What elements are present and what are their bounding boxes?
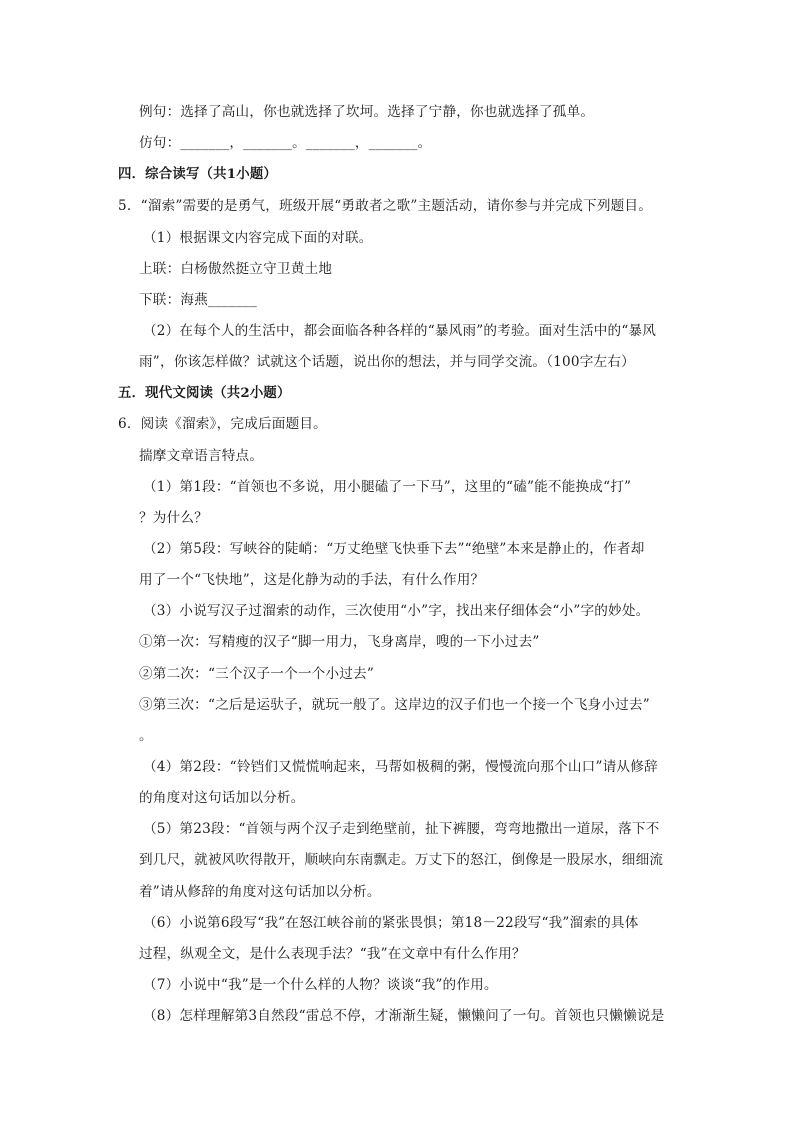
q5-sub-2-cont: 雨”，你该怎样做？试就这个话题，说出你的想法，并与同学交流。（100字左右） <box>139 354 635 370</box>
q6-sub-5: （5）第23段：“首领与两个汉子走到绝壁前，扯下裤腰，弯弯地撒出一道尿，落下不 <box>143 821 660 837</box>
section-heading-4: 四．综合读写（共1小题） <box>118 166 278 182</box>
q6-sub-5-cont-1: 到几尺，就被风吹得散开，顺峡向东南飘走。万丈下的怒江，倒像是一股尿水，细细流 <box>139 852 664 868</box>
q6-sub-4-cont: 的角度对这句话加以分析。 <box>139 790 305 806</box>
example-sentence: 例句：选择了高山，你也就选择了坎坷。选择了宁静，你也就选择了孤单。 <box>139 104 595 120</box>
section-heading-5: 五．现代文阅读（共2小题） <box>118 385 291 401</box>
couplet-upper: 上联：白杨傲然挺立守卫黄土地 <box>139 261 333 277</box>
q6-sub-1-cont: ？为什么？ <box>139 510 208 526</box>
q6-sub-6: （6）小说第6段写“我”在怒江峡谷前的紧张畏惧；第18－22段写“我”溜索的具体 <box>143 915 639 931</box>
q6-sub-3-second: ②第二次：“三个汉子一个一个小过去” <box>139 666 374 682</box>
q6-sub-3-third-cont: 。 <box>139 728 153 744</box>
q6-sub-4: （4）第2段：“铃铛们又慌慌响起来，马帮如极稠的粥，慢慢流向那个山口”请从修辞 <box>143 759 658 775</box>
q5-sub-2: （2）在每个人的生活中，都会面临各种各样的“暴风雨”的考验。面对生活中的“暴风 <box>143 323 657 339</box>
q6-sub-5-cont-2: 着”请从修辞的角度对这句话加以分析。 <box>139 884 381 900</box>
q6-sub-3-third: ③第三次：“之后是运驮子，就玩一般了。这岸边的汉子们也一个接一个飞身小过去” <box>139 697 650 713</box>
imitation-blank: 仿句：_______，_______。_______，_______。 <box>139 135 432 151</box>
q6-sub-6-cont: 过程，纵观全文，是什么表现手法？“我”在文章中有什么作用？ <box>139 946 526 962</box>
q6-sub-2: （2）第5段：写峡谷的陡峭：“万丈绝壁飞快垂下去”“绝壁”本来是静止的，作者却 <box>143 541 645 557</box>
q6-sub-3-first: ①第一次：写精瘦的汉子“脚一用力，飞身离岸，嗖的一下小过去” <box>139 634 540 650</box>
q6-sub-7: （7）小说中“我”是一个什么样的人物？谈谈“我”的作用。 <box>143 977 498 993</box>
q6-intro: 揣摩文章语言特点。 <box>139 448 264 464</box>
question-5: 5．“溜索”需要的是勇气，班级开展“勇敢者之歌”主题活动，请你参与并完成下列题目。 <box>118 198 653 214</box>
couplet-lower: 下联：海燕_______ <box>139 292 257 308</box>
q6-sub-8: （8）怎样理解第3自然段“雷总不停，才渐渐生疑，懒懒问了一句。首领也只懒懒说是 <box>143 1008 665 1024</box>
q5-sub-1: （1）根据课文内容完成下面的对联。 <box>143 230 373 246</box>
q6-sub-2-cont: 用了一个“飞快地”，这是化静为动的手法，有什么作用？ <box>139 572 485 588</box>
question-6: 6．阅读《溜索》，完成后面题目。 <box>118 416 327 432</box>
q6-sub-1: （1）第1段：“首领也不多说，用小腿磕了一下马”，这里的“磕”能不能换成“打” <box>143 479 632 495</box>
q6-sub-3: （3）小说写汉子过溜索的动作，三次使用“小”字，找出来仔细体会“小”字的妙处。 <box>143 603 650 619</box>
